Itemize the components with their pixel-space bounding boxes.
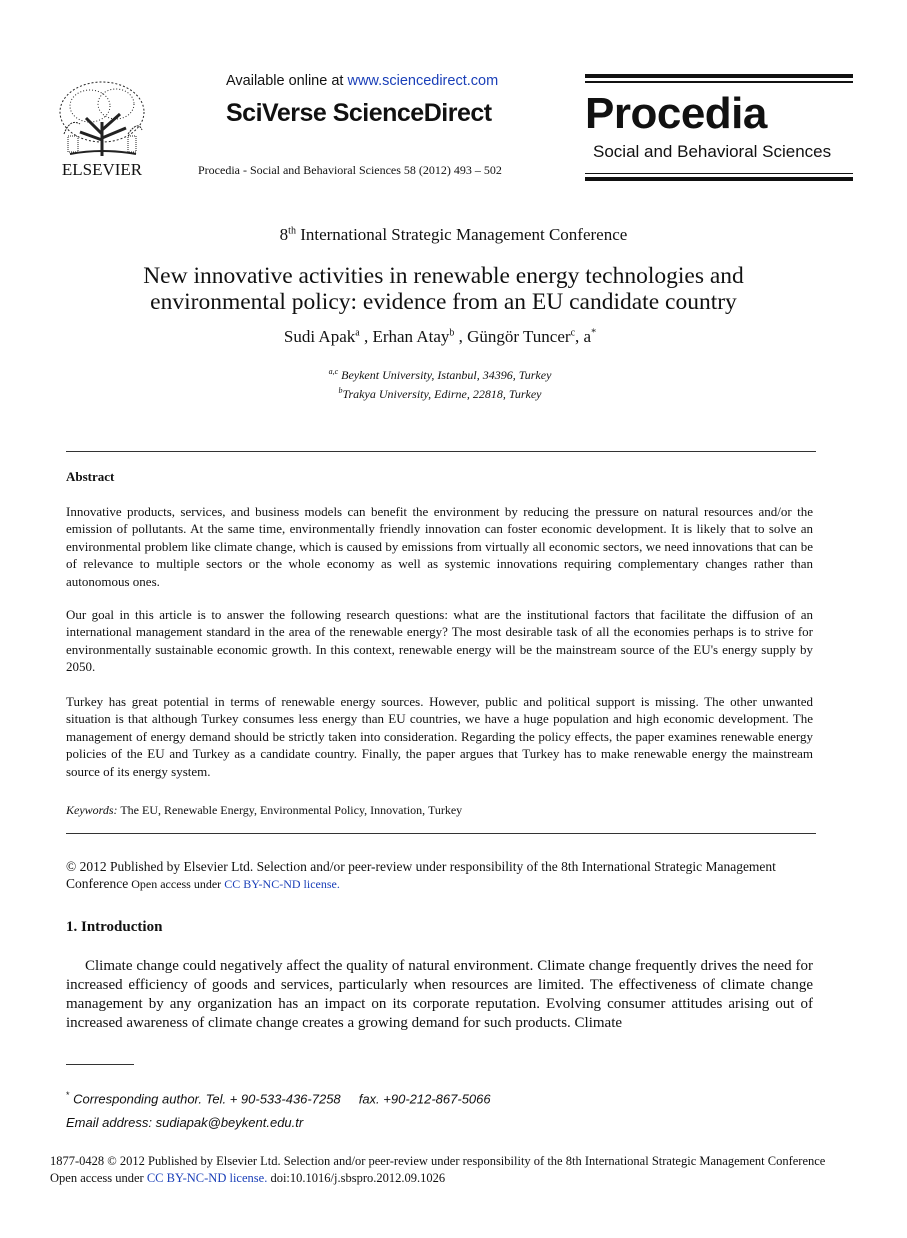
paper-title <box>60 263 827 315</box>
abstract-paragraph: Our goal in this article is to answer the following research questions: what are the institutional factors that facilitate the diffusion of an international management standard in the area of the renewable energy? The most desirable task of all the economies perhaps is to strive for environmentally sustainable economic growth. In this context, renewable energy will be the mainstream source of the EU's energy supply by 2050. <box>66 607 813 675</box>
conference-ordinal-suffix: th <box>288 225 296 237</box>
page-footer <box>50 1153 890 1187</box>
footnote-email: Email address: sudiapak@beykent.edu.tr <box>66 1115 304 1130</box>
author-separator: , <box>359 327 373 346</box>
elsevier-tree-icon <box>50 74 154 178</box>
affiliation-text: Trakya University, Edirne, 22818, Turkey <box>342 387 542 401</box>
footer-line-2 <box>50 1170 890 1187</box>
keywords-list: The EU, Renewable Energy, Environmental Policy, Innovation, Turkey <box>117 803 463 817</box>
author-sup: b <box>449 327 455 339</box>
affiliation-text: Beykent University, Istanbul, 34396, Turkey <box>338 368 552 382</box>
author-tail: a <box>583 327 592 346</box>
logo-rule-bottom <box>585 177 853 181</box>
affiliation <box>0 383 880 402</box>
footnote-corresponding-text: Corresponding author. Tel. + 90-533-436-7258 fax. +90-212-867-5066 <box>69 1091 491 1107</box>
svg-text:ELSEVIER: ELSEVIER <box>61 160 143 178</box>
abstract-heading: Abstract <box>66 469 115 484</box>
author-separator: , <box>575 327 584 346</box>
conference-name <box>0 225 907 245</box>
affiliations <box>0 364 880 402</box>
abstract-paragraph: Innovative products, services, and business models can benefit the environment by reducing the pressure on natural resources and/or the emission of pollutants. At the same time, environmentally friendly innovation can foster economic development. It is likely that to solve an environmental problem like climate change, which is caused by emissions from virtually all economic sectors, we need innovations that can be of relevance to multiple sectors or the whole economy as well as systemic innovations requiring complementary changes rather than autonomous ones. <box>66 504 813 589</box>
license-link[interactable]: CC BY-NC-ND license. <box>224 877 340 891</box>
copyright-text: © 2012 Published by Elsevier Ltd. Selection and/or peer-review under responsibility of the 8th International Strategic Management Conference <box>66 859 776 891</box>
footer-line-1: 1877-0428 © 2012 Published by Elsevier Ltd. Selection and/or peer-review under responsibility of the 8th International Strategic Management Conference <box>50 1154 826 1168</box>
journal-logo <box>585 74 853 181</box>
abstract-top-rule <box>66 451 816 452</box>
logo-rule-top <box>585 74 853 78</box>
corresponding-mark: * <box>591 327 597 339</box>
elsevier-logo <box>50 74 154 178</box>
keywords-label: Keywords: <box>66 803 118 817</box>
keywords <box>66 803 462 818</box>
footnote-rule <box>66 1064 134 1065</box>
affiliation-sup: b <box>338 386 343 395</box>
footnote-corresponding <box>66 1090 491 1106</box>
author-sup: a <box>355 327 360 339</box>
paper-title-line-1: New innovative activities in renewable energy technologies and <box>143 263 744 289</box>
paper-title-line-2: environmental policy: evidence from an EU candidate country <box>150 289 737 315</box>
abstract-paragraph: Turkey has great potential in terms of renewable energy sources. However, public and political support is missing. The other unwanted situation is that although Turkey consumes less energy than EU countries, we have a huge population and high economic development. The management of energy demand should be strictly taken into consideration. Regarding the policy effects, the paper examines renewable energy policies of the EU and Turkey as a candidate country. Finally, the paper argues that Turkey has to make renewable energy the mainstream source of its energy system. <box>66 694 813 779</box>
available-online-prefix: Available online at <box>226 73 348 89</box>
sciencedirect-link[interactable]: www.sciencedirect.com <box>347 73 499 89</box>
author-name: Sudi Apak <box>283 327 356 346</box>
journal-logo-subtitle: Social and Behavioral Sciences <box>593 141 832 161</box>
author-list <box>0 327 880 347</box>
logo-rule-bottom-thin <box>585 173 853 175</box>
affiliation <box>0 364 880 383</box>
abstract-bottom-rule <box>66 833 816 834</box>
journal-logo-title: Procedia <box>585 88 767 138</box>
introduction-paragraph: Climate change could negatively affect the quality of natural environment. Climate change frequently drives the need for increased efficiency of goods and services, particularly when resources are limited. The effectiveness of climate change management by any organization has an impact on its corporate reputation. Evolving consumer attitudes arising out of increased awareness of climate change creates a growing demand for such products. Climate <box>66 958 813 1031</box>
conference-title: International Strategic Management Conference <box>295 225 628 244</box>
author-separator: , <box>454 327 468 346</box>
journal-reference: Procedia - Social and Behavioral Sciences 58 (2012) 493 – 502 <box>198 163 502 177</box>
author-name: Güngör Tuncer <box>467 327 571 346</box>
available-online <box>226 73 498 89</box>
author-name: Erhan Atay <box>372 327 450 346</box>
platform-logo: SciVerse ScienceDirect <box>226 99 492 127</box>
author-sup: c <box>570 327 576 339</box>
logo-rule-top-thin <box>585 81 853 83</box>
footer-doi: doi:10.1016/j.sbspro.2012.09.1026 <box>267 1171 446 1185</box>
footer-license-link[interactable]: CC BY-NC-ND license. <box>146 1171 268 1185</box>
section-heading: 1. Introduction <box>66 919 163 935</box>
affiliation-sup: a,c <box>328 367 339 376</box>
open-access-label: Open access under <box>128 877 225 891</box>
copyright-notice <box>66 858 786 893</box>
conference-ordinal: 8 <box>279 225 289 244</box>
footnote-mark: * <box>66 1090 70 1100</box>
footer-open-access: Open access under <box>50 1171 147 1185</box>
